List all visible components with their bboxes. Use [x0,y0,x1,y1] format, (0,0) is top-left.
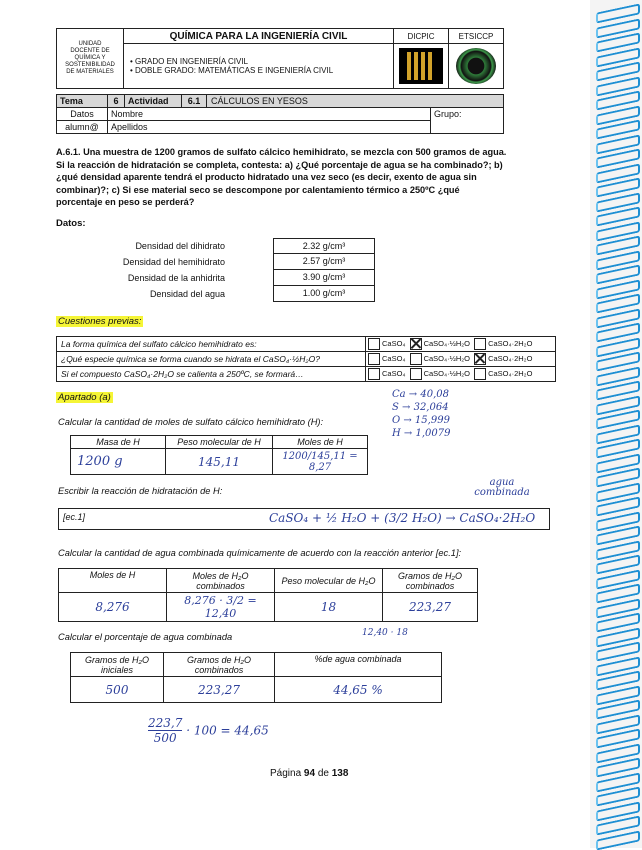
densities-table [100,238,400,302]
degree-list: • GRADO EN INGENIERÍA CIVIL • DOBLE GRADO: MATEMÁTICAS E INGENIERÍA CIVIL [124,44,394,89]
spiral-binding [590,0,642,848]
moles-prompt: Calcular la cantidad de moles de sulfato cálcico hemihidrato (H): [58,417,324,427]
peso-molecular-value[interactable]: 145,11 [166,449,273,475]
water-prompt: Calcular la cantidad de agua combinada químicamente de acuerdo con la reacción anterior [ec.1]: [58,548,462,558]
unit-logo-text: UNIDAD DOCENTE DE QUÍMICA Y SOSTENIBILIDAD DE MATERIALES [57,29,124,89]
grupo-field[interactable]: Grupo: [431,108,504,134]
dept-label-dicpic: DICPIC [394,29,449,44]
page-number: Página 94 de 138 [270,768,349,779]
etsiccp-logo [449,44,504,89]
side-calc-note: 12,40 · 18 [362,628,408,638]
option-checkbox[interactable] [474,338,486,350]
moles-value[interactable]: 1200/145,11 = 8,27 [273,449,368,475]
agua-combinada-note: agua combinada [474,477,530,498]
density-row: Densidad del dihidrato 2.32 g/cm³ [100,238,400,254]
datos-title: Datos: [56,218,86,229]
apartado-title: Apartado (a) [58,392,111,403]
dicpic-logo [394,44,449,89]
option-checkbox-checked[interactable] [474,353,486,365]
option-checkbox-checked[interactable] [410,338,422,350]
option-checkbox[interactable] [474,368,486,380]
header-table [56,28,504,89]
cuestiones-table [56,336,556,382]
problem-statement: A.6.1. Una muestra de 1200 gramos de sulfato cálcico hemihidrato, se mezcla con 500 gramos de agua. Si la reacción de hidratación se completa, contesta: a) ¿Qué porcentaje de agua se ha combinado?; b) ¿qué densidad aparente tendrá el producto hidratado una vez seco (es decir, exento de agua sin combinar)?; c) Si ese material seco se descompone por calentamiento térmico a 250ºC ¿qué porcentaje en peso se perderá? [56,147,507,207]
option-checkbox[interactable] [410,353,422,365]
student-info-table: Tema 6 Actividad 6.1 CÁLCULOS EN YESOS Datos Nombre Grupo: alumn@ Apellidos [56,94,504,134]
apellidos-field[interactable]: Apellidos [108,121,431,134]
pct-table: Gramos de H₂O iniciales Gramos de H₂O combinados %de agua combinada 500 223,27 44,65 % [70,652,442,703]
nombre-field[interactable]: Nombre [108,108,431,121]
dept-label-etsiccp: ETSICCP [449,29,504,44]
course-title: QUÍMICA PARA LA INGENIERÍA CIVIL [124,29,394,44]
moles-table: Masa de H Peso molecular de H Moles de H 1200 g 145,11 1200/145,11 = 8,27 [70,435,368,475]
final-calculation: $\frac{223,7}{500}$ · 100 = 44,65 [148,716,269,745]
option-checkbox[interactable] [410,368,422,380]
option-checkbox[interactable] [368,338,380,350]
masa-value[interactable]: 1200 g [71,449,166,475]
reaction-box[interactable]: [ec.1] CaSO₄ + ½ H₂O + (3/2 H₂O) → CaSO₄·2H₂O [58,508,550,530]
pct-prompt: Calcular el porcentaje de agua combinada [58,632,233,642]
question-row: La forma química del sulfato cálcico hemihidrato es: CaSO₄ CaSO₄·½H₂O CaSO₄·2H₂O [57,337,556,352]
density-row: Densidad de la anhidrita 3.90 g/cm³ [100,270,400,286]
density-row: Densidad del agua 1.00 g/cm³ [100,286,400,302]
option-checkbox[interactable] [368,353,380,365]
reaction-prompt: Escribir la reacción de hidratación de H: [58,486,223,496]
reaction-equation: CaSO₄ + ½ H₂O + (3/2 H₂O) → CaSO₄·2H₂O [269,511,536,525]
water-table: Moles de H Moles de H₂O combinados Peso molecular de H₂O Gramos de H₂O combinados 8,276 8,276 · 3/2 = 12,40 18 223,27 [58,568,478,622]
question-row: Si el compuesto CaSO₄·2H₂O se calienta a 250ºC, se formará… CaSO₄ CaSO₄·½H₂O CaSO₄·2H₂O [57,367,556,382]
question-row: ¿Qué especie química se forma cuando se hidrata el CaSO₄·½H₂O? CaSO₄ CaSO₄·½H₂O CaSO₄·2H₂O [57,352,556,367]
option-checkbox[interactable] [368,368,380,380]
atomic-weights-notes: Ca → 40,08 S → 32,064 O → 15,999 H → 1,0079 [392,389,451,439]
cuestiones-title: Cuestiones previas: [58,316,142,327]
density-row: Densidad del hemihidrato 2.57 g/cm³ [100,254,400,270]
